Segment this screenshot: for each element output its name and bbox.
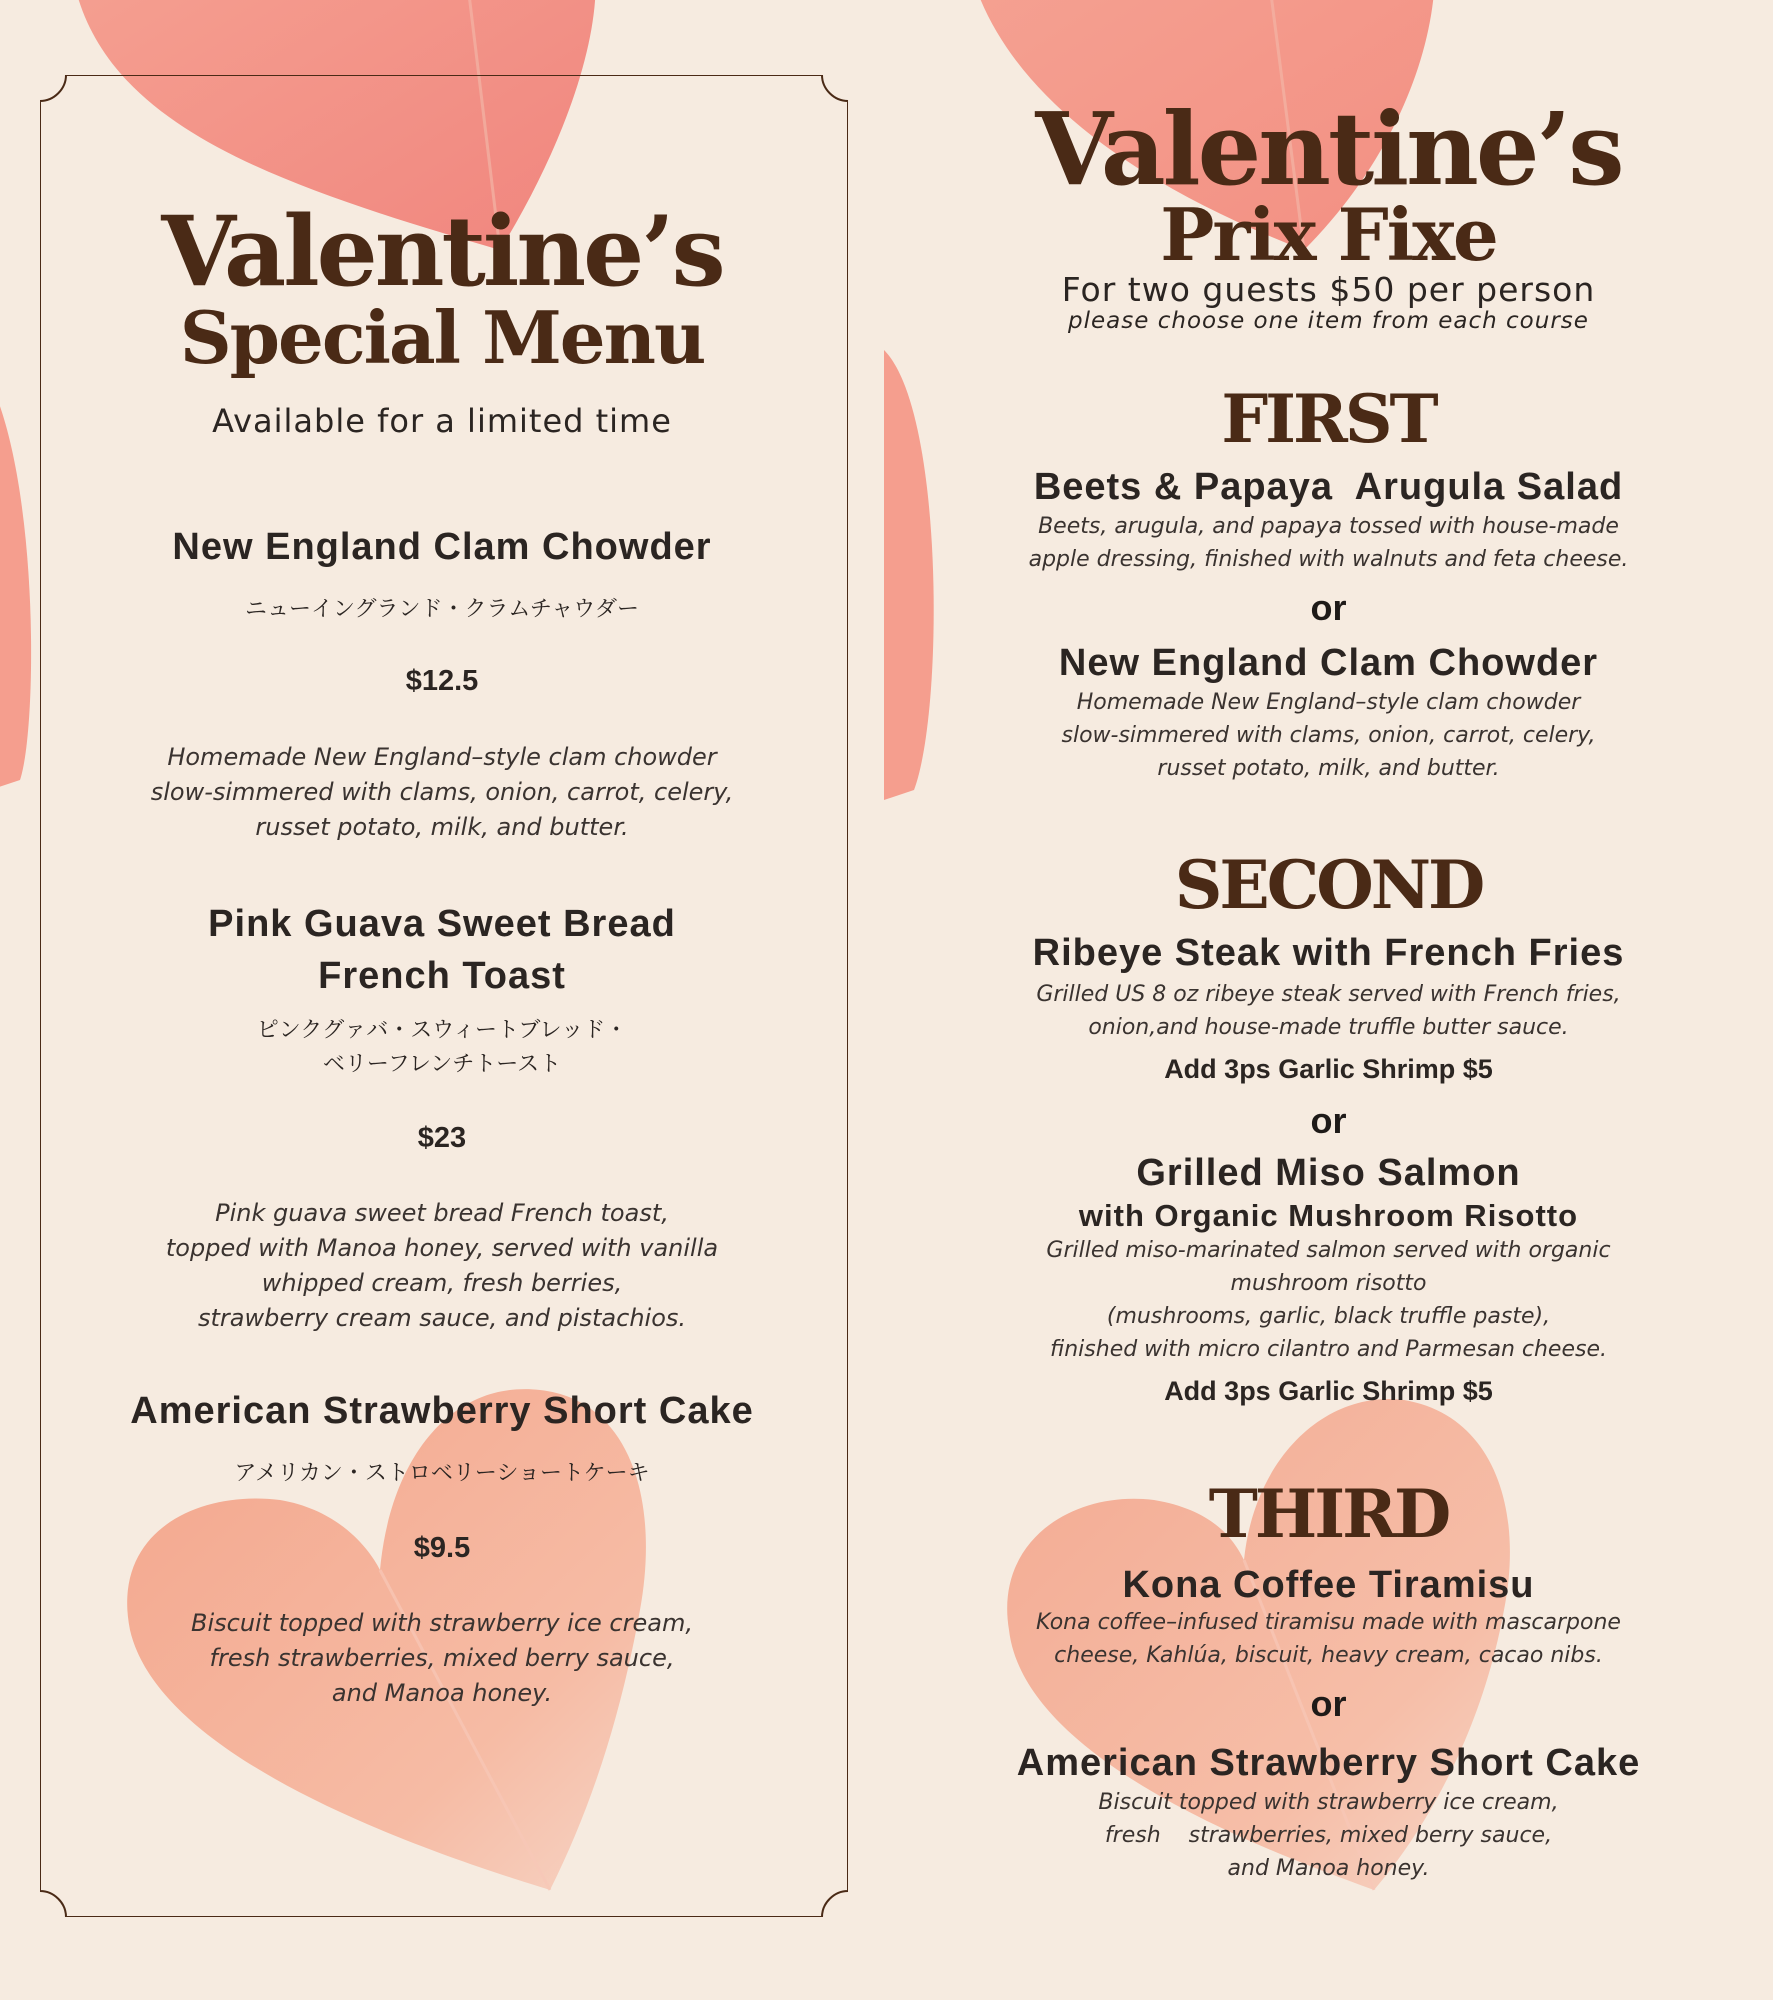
menu-item-price: $23	[417, 1122, 467, 1154]
menu-item-description: Beets, arugula, and papaya tossed with house-made apple dressing, finished with walnuts and feta cheese.	[1028, 514, 1629, 572]
menu-item-name-jp: アメリカン・ストロベリーショートケーキ	[234, 1461, 650, 1486]
price-per-person: For two guests $50 per person	[1061, 270, 1596, 309]
course-heading-first: FIRST	[1221, 380, 1436, 458]
menu-item-description: Grilled miso-marinated salmon served with organic mushroom risotto (mushrooms, garlic, black truffle paste), finished with micro cilantro and Parmesan cheese.	[1046, 1238, 1611, 1362]
or-separator: or	[1310, 587, 1347, 628]
menu-item-addon: Add 3ps Garlic Shrimp $5	[1164, 1376, 1493, 1406]
menu-item-name: Pink Guava Sweet Bread French Toast	[208, 903, 676, 997]
menu-item-price: $12.5	[405, 665, 479, 697]
menu-item-name-sub: with Organic Mushroom Risotto	[1078, 1198, 1579, 1233]
menu-item-name: Beets & Papaya Arugula Salad	[1033, 466, 1624, 508]
menu-item-description: Homemade New England–style clam chowder slow-simmered with clams, onion, carrot, celery, russet potato, milk, and butter.	[1061, 690, 1596, 781]
or-separator: or	[1310, 1100, 1347, 1141]
course-heading-second: SECOND	[1174, 846, 1483, 924]
menu-item-name: Ribeye Steak with French Fries	[1032, 932, 1625, 974]
menu-item-price: $9.5	[413, 1532, 471, 1564]
tagline: Available for a limited time	[212, 402, 672, 440]
or-separator: or	[1310, 1683, 1347, 1724]
menu-item-name-jp: ニューイングランド・クラムチャウダー	[244, 597, 640, 622]
menu-item-description: Grilled US 8 oz ribeye steak served with French fries, onion,and house-made truffle butter sauce.	[1036, 982, 1621, 1040]
menu-item-addon: Add 3ps Garlic Shrimp $5	[1164, 1054, 1493, 1084]
page-subtitle: Prix Fixe	[1160, 192, 1497, 277]
menu-item-name: American Strawberry Short Cake	[1016, 1742, 1641, 1784]
page-title: Valentine’s	[161, 195, 723, 308]
page-subtitle: Special Menu	[179, 295, 705, 380]
menu-item-name: Grilled Miso Salmon	[1136, 1152, 1521, 1194]
menu-item-description: Biscuit topped with strawberry ice cream, fresh strawberries, mixed berry sauce, and Manoa honey.	[1098, 1790, 1559, 1881]
menu-item-name: Kona Coffee Tiramisu	[1122, 1564, 1535, 1606]
menu-item-name: New England Clam Chowder	[172, 526, 712, 568]
page-title: Valentine’s	[1035, 90, 1622, 208]
menu-item-description: Pink guava sweet bread French toast, topped with Manoa honey, served with vanilla whipped cream, fresh berries, strawberry cream sauce, and pistachios.	[165, 1199, 719, 1332]
menu-item-name-jp: ピンクグァバ・スウィートブレッド・ ベリーフレンチトースト	[256, 1018, 628, 1077]
menu-item-name: New England Clam Chowder	[1058, 642, 1599, 684]
left-menu-panel	[0, 0, 884, 2000]
right-menu-panel	[884, 0, 1773, 2000]
menu-item-description: Homemade New England–style clam chowder slow-simmered with clams, onion, carrot, celery, russet potato, milk, and butter.	[150, 743, 734, 841]
menu-item-description: Biscuit topped with strawberry ice cream, fresh strawberries, mixed berry sauce, and Manoa honey.	[191, 1609, 693, 1707]
course-instruction: please choose one item from each course	[1068, 308, 1589, 334]
menu-item-name: American Strawberry Short Cake	[130, 1390, 754, 1432]
course-heading-third: THIRD	[1208, 1475, 1449, 1553]
menu-item-description: Kona coffee–infused tiramisu made with mascarpone cheese, Kahlúa, biscuit, heavy cream, cacao nibs.	[1036, 1610, 1621, 1668]
